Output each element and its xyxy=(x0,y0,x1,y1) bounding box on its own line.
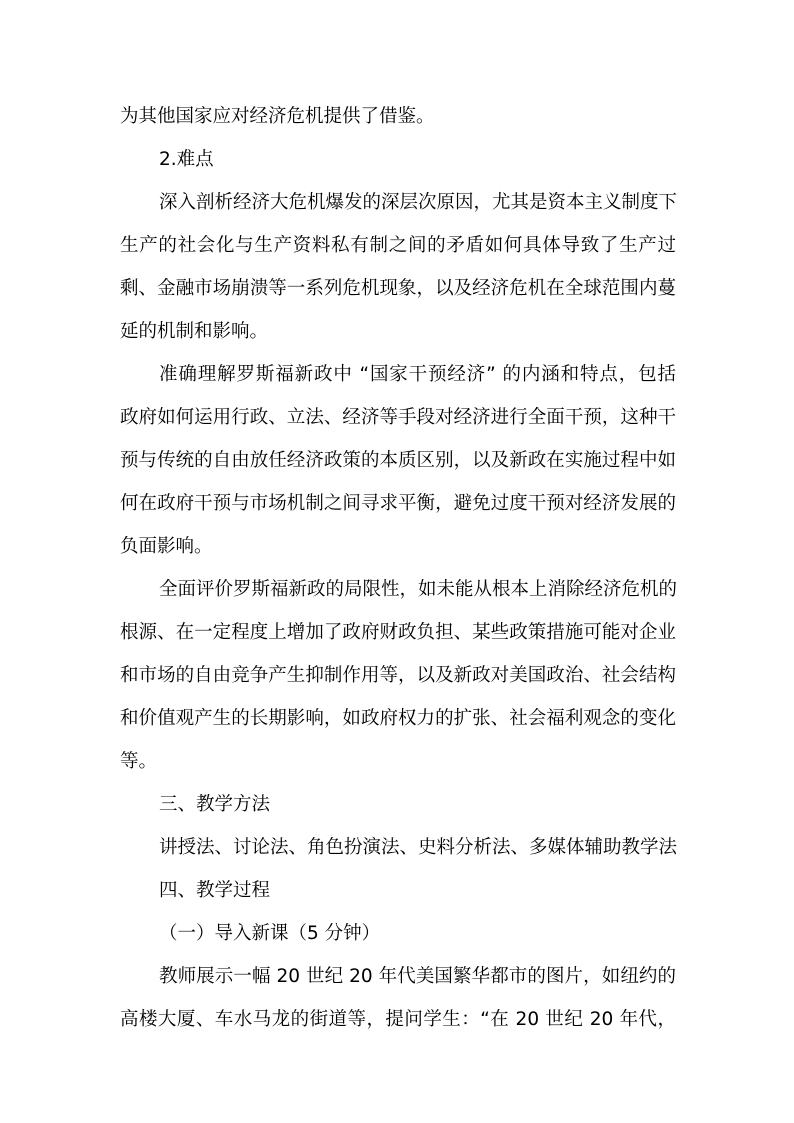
paragraph-line: 根源、在一定程度上增加了政府财政负担、某些政策措施可能对企业 xyxy=(120,622,676,643)
paragraph-line: 预与传统的自由放任经济政策的本质区别，以及新政在实施过程中如 xyxy=(120,450,676,471)
paragraph-line: 剩、金融市场崩溃等一系列危机现象，以及经济危机在全球范围内蔓 xyxy=(120,278,676,299)
paragraph-line: 和价值观产生的长期影响，如政府权力的扩张、社会福利观念的变化 xyxy=(120,708,676,729)
paragraph-line: 高楼大厦、车水马龙的街道等，提问学生：“在 20 世纪 20 年代， xyxy=(120,1009,676,1030)
paragraph-line: 准确理解罗斯福新政中 “国家干预经济” 的内涵和特点，包括 xyxy=(159,364,676,385)
paragraph-line: 生产的社会化与生产资料私有制之间的矛盾如何具体导致了生产过 xyxy=(120,235,676,256)
paragraph-line: 等。 xyxy=(120,751,158,772)
paragraph-line: 负面影响。 xyxy=(120,536,213,557)
paragraph-line: 教师展示一幅 20 世纪 20 年代美国繁华都市的图片，如纽约的 xyxy=(159,966,676,987)
paragraph-line: 和市场的自由竞争产生抑制作用等，以及新政对美国政治、社会结构 xyxy=(120,665,676,686)
section-heading-teaching-process: 四、教学过程 xyxy=(159,880,271,901)
paragraph-line: 延的机制和影响。 xyxy=(120,321,269,342)
paragraph-line: 深入剖析经济大危机爆发的深层次原因，尤其是资本主义制度下 xyxy=(159,192,678,213)
paragraph-line: 政府如何运用行政、立法、经济等手段对经济进行全面干预，这种干 xyxy=(120,407,676,428)
paragraph-continuation: 为其他国家应对经济危机提供了借鉴。 xyxy=(120,106,435,127)
paragraph-line: 何在政府干预与市场机制之间寻求平衡，避免过度干预对经济发展的 xyxy=(120,493,676,514)
subsection-heading-introduction: （一）导入新课（5 分钟） xyxy=(159,923,381,944)
section-heading-teaching-methods: 三、教学方法 xyxy=(159,794,271,815)
section-heading-difficulties: 2.难点 xyxy=(159,149,214,170)
teaching-methods-text: 讲授法、讨论法、角色扮演法、史料分析法、多媒体辅助教学法 xyxy=(159,837,678,858)
paragraph-line: 全面评价罗斯福新政的局限性，如未能从根本上消除经济危机的 xyxy=(159,579,678,600)
